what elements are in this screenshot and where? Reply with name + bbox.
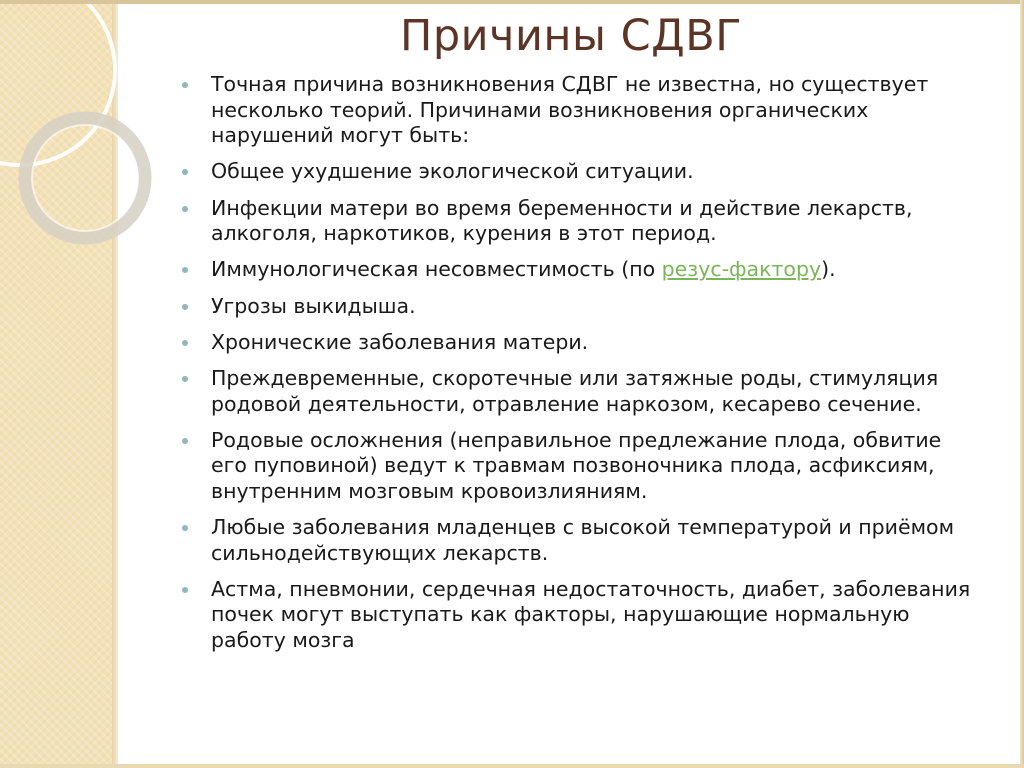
bullet-icon: [182, 169, 188, 175]
bullet-icon: [182, 82, 188, 88]
bullet-item: [182, 330, 982, 356]
frame-bottom: [0, 764, 1024, 768]
bullet-icon: [182, 304, 188, 310]
bullet-icon: [182, 340, 188, 346]
bullet-icon: [182, 587, 188, 593]
bullet-item: [182, 196, 982, 247]
bullet-icon: [182, 267, 188, 273]
bullet-item: [182, 72, 982, 149]
bullet-item: [182, 366, 982, 417]
bullet-text: Преждевременные, скоротечные или затяжные роды, стимуляция родовой деятельности, отравление наркозом, кесарево сечение.: [211, 365, 939, 416]
bullet-icon: [182, 376, 188, 382]
bullet-item: [182, 428, 982, 505]
bullet-icon: [182, 525, 188, 531]
slide-title: Причины СДВГ: [399, 11, 742, 61]
frame-top: [0, 0, 1024, 4]
bullet-item: [182, 577, 982, 654]
decorative-ring-medium: [25, 118, 145, 238]
rh-factor-link[interactable]: резус-фактору: [661, 257, 822, 282]
bullet-text: Родовые осложнения (неправильное предлежание плода, обвитие его пуповиной) ведут к травмам позвоночника плода, асфиксиям, внутренним мозговым кровоизлияниям.: [211, 427, 942, 503]
bullet-text: Астма, пневмонии, сердечная недостаточность, диабет, заболевания почек могут выступать как факторы, нарушающие нормальную работу мозга: [211, 576, 971, 653]
bullet-icon: [182, 206, 188, 212]
bullet-text: Инфекции матери во время беременности и действие лекарств, алкоголя, наркотиков, курения в этот период.: [211, 195, 913, 246]
bullet-item: [182, 159, 982, 185]
bullet-text: Хронические заболевания матери.: [211, 329, 589, 354]
bullet-text: Точная причина возникновения СДВГ не известна, но существует несколько теорий. Причинами возникновения органических нарушений могут быть:: [211, 72, 929, 148]
bullet-icon: [182, 438, 188, 444]
bullet-text: Общее ухудшение экологической ситуации.: [211, 159, 694, 184]
bullet-list: [182, 72, 982, 664]
bullet-item: [182, 257, 982, 283]
decorative-ring-large: [0, 0, 115, 165]
bullet-item: [182, 515, 982, 566]
bullet-item: [182, 294, 982, 320]
bullet-text-suffix: ).: [821, 257, 836, 282]
frame-right: [1020, 0, 1024, 768]
bullet-text-prefix: Иммунологическая несовместимость (по: [211, 257, 662, 282]
bullet-text: Любые заболевания младенцев с высокой температурой и приёмом сильнодействующих лекарств.: [211, 515, 955, 565]
bullet-text: Угрозы выкидыша.: [211, 293, 416, 318]
